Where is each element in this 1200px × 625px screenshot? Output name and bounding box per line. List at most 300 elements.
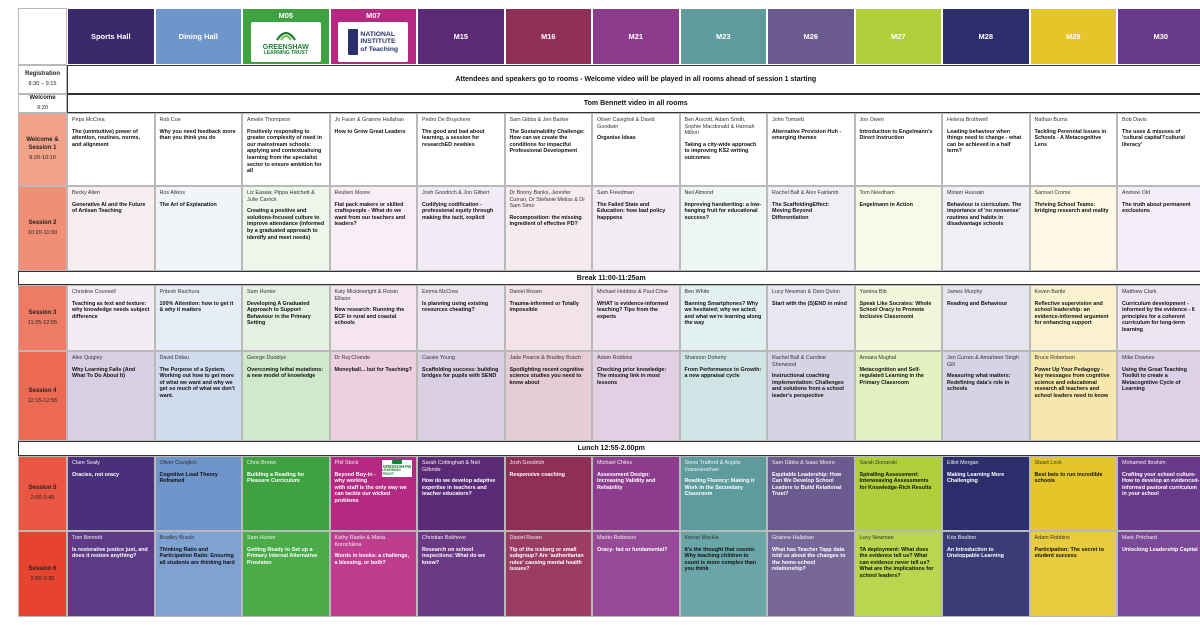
- lunch-banner: [18, 441, 1200, 456]
- session-title: Checking prior knowledge: The missing link in most lessons: [597, 366, 667, 386]
- session-cell[interactable]: [155, 285, 243, 351]
- session-cell[interactable]: [592, 351, 680, 441]
- session-title: Behaviour is curriculum. The importance of 'no nonsense' routines and habits in disadvantage schools: [947, 201, 1022, 228]
- logo-line: NATIONAL: [360, 31, 396, 39]
- session-speaker: James Murphy: [947, 289, 983, 295]
- session-speaker: Bradley Busch: [159, 535, 195, 541]
- session-cell[interactable]: [680, 531, 768, 617]
- session-cell[interactable]: [592, 113, 680, 186]
- room-header: [592, 8, 680, 65]
- room-header: [242, 8, 330, 65]
- session-cell[interactable]: [67, 351, 155, 441]
- greenshaw-badge: [382, 460, 412, 477]
- row-label-name: Welcome & Session 1: [26, 137, 59, 151]
- session-speaker: Chris Brown: [247, 460, 277, 466]
- room-name: M23: [715, 32, 731, 41]
- session-cell[interactable]: [680, 186, 768, 271]
- session-speaker: Kris Boulton: [947, 535, 977, 541]
- session-cell[interactable]: [417, 456, 505, 531]
- session-cell[interactable]: [1030, 351, 1118, 441]
- session-speaker: Samuel Crome: [1034, 190, 1071, 196]
- session-title: Organise Ideas: [597, 135, 636, 142]
- session-speaker: Lucy Newman: [859, 535, 894, 541]
- session-title: Cognitive Load Theory Reframed: [159, 471, 218, 485]
- session-title: Getting Ready to Set up a Primary Internal Alternative Provision: [247, 546, 318, 566]
- room-name: Dining Hall: [178, 32, 218, 41]
- session-title: Reflective supervision and school leadership: an evidence-informed argument for enhancing support: [1034, 300, 1109, 327]
- row-label-s1: [18, 113, 67, 186]
- session-title: The good and bad about learning, a session for researchED newbies: [422, 128, 485, 148]
- session-cell[interactable]: [767, 285, 855, 351]
- session-cell[interactable]: [330, 285, 418, 351]
- session-cell[interactable]: [1030, 285, 1118, 351]
- session-title: Equitable Leadership: How Can We Develop School Leaders to Build Relational Trust?: [772, 471, 842, 498]
- session-title: The ScaffoldingEffect: Moving Beyond Differentiation: [772, 201, 830, 221]
- session-cell[interactable]: [592, 456, 680, 531]
- row-label-welcome: [18, 94, 67, 113]
- session-speaker: Stuart Lock: [1034, 460, 1062, 466]
- session-speaker: Jon Owen: [859, 117, 884, 123]
- session-speaker: Dr Briony Banks, Jennifer Curran, Dr Stefanie Meliss & Dr Sam Sims: [509, 190, 585, 210]
- session-title: The Failed State and Education: how bad policy happpens: [597, 201, 666, 221]
- row-label-name: Welcome: [29, 95, 56, 102]
- room-name: M27: [890, 32, 906, 41]
- session-title: Generative AI and the Future of Artisan Teaching: [72, 201, 146, 215]
- session-title: Unlocking Leadership Capital: [1122, 546, 1198, 553]
- session-speaker: Peps McCrea: [72, 117, 105, 123]
- greenshaw-wordmark: [263, 28, 309, 57]
- banner-text: Tom Bennett video in all rooms: [583, 100, 688, 107]
- session-speaker: Helena Brothwell: [947, 117, 988, 123]
- session-speaker: Miriam Hussain: [947, 190, 985, 196]
- nit-wordmark: [348, 29, 398, 55]
- session-speaker: Adam Robbins: [597, 355, 633, 361]
- session-speaker: Pritesh Raichura: [159, 289, 200, 295]
- session-cell[interactable]: [417, 531, 505, 617]
- session-cell[interactable]: [1117, 186, 1200, 271]
- welcome-banner: [67, 94, 1200, 113]
- row-label-name: Session 3: [28, 309, 57, 316]
- room-name: M29: [1065, 32, 1081, 41]
- session-speaker: Dr Raj Chande: [334, 355, 371, 361]
- session-cell[interactable]: [67, 186, 155, 271]
- session-title: Tackling Perennial Issues in Schools - A Metacognitive Lens: [1034, 128, 1107, 148]
- session-title: How do we develop adaptive expertise in teachers and teacher educators?: [422, 478, 496, 498]
- session-speaker: Sarah Cottinghatt & Neil Gilbride: [422, 460, 480, 473]
- session-title: Recomposition: the missing ingredient of effective PD?: [509, 214, 582, 228]
- session-title: Is planning using existing resources cheating?: [422, 300, 489, 314]
- session-title: Is restorative justice just, and does it restore anything?: [72, 546, 148, 560]
- session-cell[interactable]: [767, 531, 855, 617]
- session-speaker: Cassie Young: [422, 355, 455, 361]
- session-cell[interactable]: [330, 531, 418, 617]
- row-label-time: 9:20-10:10: [29, 154, 56, 161]
- session-title: Codifying codification - professional equity through making the tacit, explicit: [422, 201, 494, 221]
- row-label-time: 11:25-12:05: [27, 319, 58, 326]
- session-cell[interactable]: [155, 456, 243, 531]
- row-label-time: 10:20-11:00: [27, 230, 58, 237]
- session-cell[interactable]: [942, 531, 1030, 617]
- session-title: Oracies, not oracy: [72, 471, 120, 478]
- session-cell[interactable]: [855, 113, 943, 186]
- row-label-s4: [18, 351, 67, 441]
- room-header: [505, 8, 593, 65]
- session-title: Scaffolding success: building bridges for pupils with SEND: [422, 366, 499, 380]
- session-speaker: Reuben Moore: [334, 190, 371, 196]
- session-speaker: Matthew Clark: [1122, 289, 1157, 295]
- session-cell[interactable]: [942, 351, 1030, 441]
- session-speaker: Christian Bokhove: [422, 535, 466, 541]
- session-cell[interactable]: [1030, 531, 1118, 617]
- session-title: Why you need feedback more than you think you do: [159, 128, 236, 142]
- row-label-s2: [18, 186, 67, 271]
- session-title: Crafting your school culture- How to develop an evidenced-informed pastoral curriculum in your school: [1122, 471, 1200, 498]
- session-cell[interactable]: [155, 186, 243, 271]
- session-speaker: Kieran Mackle: [684, 535, 719, 541]
- session-speaker: David Didau: [159, 355, 189, 361]
- session-title: Metacognition and Self-regulated Learning in the Primary Classroom: [859, 366, 924, 386]
- session-cell[interactable]: [942, 285, 1030, 351]
- session-speaker: Clare Sealy: [72, 460, 100, 466]
- row-label-s3: [18, 285, 67, 351]
- session-title: How to Grow Great Leaders: [334, 128, 406, 135]
- session-speaker: Mohamed Ibrahim: [1122, 460, 1166, 466]
- session-title: Instructional coaching implementation: Challenges and solutions from a school leader's perspective: [772, 373, 844, 399]
- session-title: The Sustainability Challenge: How can we create the conditions for impactful Professional Development: [509, 128, 585, 155]
- session-cell[interactable]: [417, 351, 505, 441]
- session-title: Responsive coaching: [509, 471, 565, 478]
- row-label-name: Session 6: [28, 565, 57, 572]
- session-speaker: Amelie Thompson: [247, 117, 291, 123]
- room-name: M15: [453, 32, 469, 41]
- session-speaker: Lucy Newman & Dani Quinn: [772, 289, 840, 295]
- room-code: M07: [365, 11, 381, 20]
- banner-text: Attendees and speakers go to rooms - Welcome video will be played in all rooms ahead of session 1 starting: [455, 76, 817, 83]
- session-cell[interactable]: [67, 531, 155, 617]
- logo-line: GREENSHAW: [262, 43, 309, 51]
- session-cell[interactable]: [942, 113, 1030, 186]
- nit-mark-icon: [348, 29, 358, 55]
- session-cell[interactable]: [1117, 351, 1200, 441]
- session-title: The (unintuitive) power of attention, routines, norms, and alignment: [72, 128, 140, 148]
- session-title: Engelmann in Action: [859, 201, 913, 208]
- session-cell[interactable]: [592, 531, 680, 617]
- session-speaker: Sam Gibbs & Jen Barker: [509, 117, 569, 123]
- session-speaker: Bruce Robertson: [1034, 355, 1075, 361]
- row-label-s6: [18, 531, 67, 617]
- session-cell[interactable]: [680, 456, 768, 531]
- session-cell[interactable]: [942, 456, 1030, 531]
- session-title: Leading behaviour when things need to change - what can be achieved in a half term?: [947, 128, 1022, 155]
- session-cell[interactable]: [767, 456, 855, 531]
- session-speaker: Rob Coe: [159, 117, 181, 123]
- room-header: [855, 8, 943, 65]
- break-banner: [18, 271, 1200, 285]
- session-title: The Purpose of a System. Working out how to get more of what we want and why we get so much of what we don't want.: [159, 366, 235, 399]
- room-name: M30: [1153, 32, 1169, 41]
- session-cell[interactable]: [680, 113, 768, 186]
- session-cell[interactable]: [330, 456, 418, 531]
- badge-line: LEARNING TRUST: [382, 468, 401, 477]
- session-speaker: Tom Bennett: [72, 535, 103, 541]
- session-title: From Performance to Growth: a new appraisal cycle: [684, 366, 762, 380]
- session-speaker: Oliver Caviglioli: [159, 460, 197, 466]
- session-title: Tip of the iceberg or small subgroup? Are 'authoritarian rules' causing mental health issues?: [509, 546, 584, 573]
- session-speaker: Michael Chiles: [597, 460, 633, 466]
- conference-timetable: [18, 8, 1200, 617]
- session-cell[interactable]: [505, 351, 593, 441]
- session-speaker: Grainne Hallahan: [772, 535, 814, 541]
- session-title: Developing A Graduated Approach to Support Behaviour in the Primary Setting: [247, 300, 311, 327]
- session-title: The uses & misuses of 'cultural capital'/'cultural literacy': [1122, 128, 1185, 148]
- session-speaker: Ros Atkins: [159, 190, 185, 196]
- session-title: New research: Running the ECF in rural and coastal schools: [334, 307, 405, 327]
- session-speaker: Michael Hobbiss & Paul Cline: [597, 289, 668, 295]
- session-cell[interactable]: [505, 531, 593, 617]
- session-title: The Art of Explanation: [159, 201, 217, 208]
- session-cell[interactable]: [242, 113, 330, 186]
- session-cell[interactable]: [855, 186, 943, 271]
- session-speaker: Katy Micklewright & Roisin Ellison: [334, 289, 399, 302]
- session-speaker: Oliver Caviglioli & David Goodwin: [597, 117, 655, 130]
- session-cell[interactable]: [155, 113, 243, 186]
- session-speaker: Keven Bartle: [1034, 289, 1066, 295]
- session-speaker: Tom Needham: [859, 190, 895, 196]
- session-speaker: Jo Facer & Grainne Hallahan: [334, 117, 405, 123]
- session-cell[interactable]: [505, 113, 593, 186]
- session-title: Measuring what matters: Redefining data's role in schools: [947, 373, 1011, 393]
- session-cell[interactable]: [592, 186, 680, 271]
- session-cell[interactable]: [855, 351, 943, 441]
- session-cell[interactable]: [592, 285, 680, 351]
- session-speaker: Josh Goodrich & Jon Gilbert: [422, 190, 490, 196]
- row-label-time: 12:15-12:55: [27, 397, 58, 404]
- session-speaker: Pedro De Bruyckere: [422, 117, 471, 123]
- session-cell[interactable]: [330, 186, 418, 271]
- session-speaker: Anoara Mughal: [859, 355, 897, 361]
- banner-text: Break 11:00-11:25am: [576, 274, 646, 282]
- session-cell[interactable]: [67, 456, 155, 531]
- session-cell[interactable]: [330, 113, 418, 186]
- session-title: Speak Like Socrates: Whole School Oracy to Promote Inclusive Classroomi: [859, 300, 932, 320]
- session-title: Thinking Ratio and Participation Ratio: Ensuring all students are thinking hard: [159, 546, 235, 566]
- session-speaker: Martin Robinson: [597, 535, 637, 541]
- session-speaker: John Tomsett: [772, 117, 804, 123]
- session-speaker: Ben White: [684, 289, 710, 295]
- banner-text: Lunch 12:55-2.00pm: [577, 445, 645, 452]
- session-title: Reading Fluency: Making it Work in the Secondary Classroom: [684, 478, 755, 498]
- room-header: [155, 8, 243, 65]
- nit-text: [360, 31, 398, 52]
- session-cell[interactable]: [767, 113, 855, 186]
- session-speaker: Rachel Ball & Caroline Sherwood: [772, 355, 826, 368]
- room-header: [330, 8, 418, 65]
- session-cell[interactable]: [855, 531, 943, 617]
- session-title: Spiralling Assessment: Interweaving Assessments for Knowledge-Rich Results: [859, 471, 932, 491]
- session-speaker: Steve Trafford & Anjalie Vairavanathan: [684, 460, 741, 473]
- session-title: Building a Reading for Pleasure Curriculum: [247, 471, 305, 485]
- session-speaker: Daniel Rosen: [509, 535, 542, 541]
- room-header: [67, 8, 155, 65]
- session-cell[interactable]: [680, 351, 768, 441]
- row-label-name: Registration: [24, 71, 60, 78]
- room-name: M16: [540, 32, 556, 41]
- session-speaker: Andrew Old: [1122, 190, 1151, 196]
- session-speaker: Sam Hunter: [247, 535, 276, 541]
- greenshaw-mark-icon: [275, 28, 297, 42]
- session-speaker: Emma McCrea: [422, 289, 458, 295]
- room-header: [680, 8, 768, 65]
- session-title: Using the Great Teaching Toolkit to create a Metacognitive Cycle of Learning: [1122, 366, 1187, 393]
- corner-cell: [18, 8, 67, 65]
- session-speaker: Mike Downes: [1122, 355, 1155, 361]
- session-speaker: Ben Arscott, Adam Smith, Sophie Macdonald & Hannah Milton: [684, 117, 755, 137]
- registration-banner: [67, 65, 1200, 94]
- session-title: Power Up Your Pedagogy - key messages from cognitive science and educational research all teachers and school leaders need to know: [1034, 366, 1110, 399]
- session-speaker: George Duoblys: [247, 355, 286, 361]
- session-speaker: Sam Freedman: [597, 190, 635, 196]
- session-cell[interactable]: [942, 186, 1030, 271]
- greenshaw-logo: [251, 22, 321, 62]
- session-title: Oracy- fad or fundamental?: [597, 546, 668, 553]
- room-header: [942, 8, 1030, 65]
- room-name: M28: [978, 32, 994, 41]
- session-title: Moneyball... but for Teaching?: [334, 366, 412, 373]
- session-title: Taking a city-wide approach to improving KS2 writing outcomes: [684, 141, 757, 161]
- session-title: Why Learning Fails (And What To Do About It): [72, 366, 136, 380]
- session-speaker: Phil Stock: [334, 460, 359, 466]
- room-name: M21: [628, 32, 644, 41]
- session-cell[interactable]: [1030, 186, 1118, 271]
- session-speaker: Yamina Bib: [859, 289, 887, 295]
- session-speaker: Sam Gibbs & Isaac Moore: [772, 460, 835, 466]
- session-speaker: Sam Hunter: [247, 289, 276, 295]
- session-cell[interactable]: [155, 351, 243, 441]
- room-header: [1030, 8, 1118, 65]
- session-cell[interactable]: [767, 186, 855, 271]
- session-cell[interactable]: [242, 456, 330, 531]
- logo-line: LEARNING TRUST: [263, 50, 308, 57]
- session-title: Best bets to run incredible schools: [1034, 471, 1103, 485]
- session-speaker: Neil Almond: [684, 190, 714, 196]
- row-label-time: 2:50-3:30: [30, 575, 55, 582]
- session-speaker: Mark Pritchard: [1122, 535, 1158, 541]
- session-title: Beyond Buy-in - why working with staff is the only way we can tackle our wicked problems: [334, 471, 407, 504]
- session-title: Banning Smartphones? Why we hesitated; why we acted; and what we're learning along the way: [684, 300, 762, 327]
- row-label-name: Session 4: [28, 387, 57, 394]
- session-speaker: Becky Allen: [72, 190, 100, 196]
- session-title: Flat pack makers or skilled craftspeople - What do we want from our teachers and leaders?: [334, 201, 406, 228]
- room-code: M05: [278, 11, 294, 20]
- room-name: M26: [803, 32, 819, 41]
- session-speaker: Rachel Ball & Alex Fairlamb: [772, 190, 839, 196]
- session-title: TA deployment: What does the evidence tell us? What can evidence never tell us? What are the implications for school leaders?: [859, 546, 934, 579]
- session-speaker: Daniel Rosen: [509, 289, 542, 295]
- session-title: Creating a positive and solutions-focused culture to improve attendance (informed by a graduated approach to identify and meet needs): [247, 208, 325, 241]
- session-title: Curriculum development - informed by the evidence - 6 principles for a coherent curriculum for long-term learning: [1122, 300, 1195, 333]
- session-speaker: Josh Goodrich: [509, 460, 545, 466]
- row-label-time: 2:00-2:40: [30, 495, 55, 502]
- session-speaker: Elliot Morgan: [947, 460, 979, 466]
- session-title: Reading and Behaviour: [947, 300, 1008, 307]
- session-cell[interactable]: [1117, 285, 1200, 351]
- session-speaker: Sarah Donarski: [859, 460, 897, 466]
- session-cell[interactable]: [242, 531, 330, 617]
- row-label-time: 9:20: [37, 105, 48, 112]
- session-cell[interactable]: [855, 285, 943, 351]
- session-title: What has Teacher Tapp data told us about the changes to the home-school relationship?: [772, 546, 846, 573]
- session-title: Overcoming lethal mutations: a new model of knowledge: [247, 366, 324, 380]
- session-title: Research on school inspections: What do we know?: [422, 546, 486, 566]
- session-cell[interactable]: [767, 351, 855, 441]
- room-header: [1117, 8, 1200, 65]
- session-title: Thriving School Teams: bridging research and reality: [1034, 201, 1109, 215]
- session-cell[interactable]: [242, 285, 330, 351]
- session-cell[interactable]: [67, 285, 155, 351]
- session-title: WHAT is evidence-informed teaching? Tips from the experts: [597, 300, 669, 320]
- session-cell[interactable]: [1030, 113, 1118, 186]
- session-cell[interactable]: [1117, 456, 1200, 531]
- session-cell[interactable]: [417, 113, 505, 186]
- session-title: Spotlighting recent cognitive science studies you need to know about: [509, 366, 584, 386]
- session-title: 100% Attention: how to get it & why it matters: [159, 300, 234, 314]
- session-speaker: Jade Pearce & Bradley Busch: [509, 355, 582, 361]
- session-cell[interactable]: [505, 186, 593, 271]
- session-title: Assessment Design: Increasing Validity and Reliability: [597, 471, 656, 491]
- session-title: Start with the (S)END in mind: [772, 300, 847, 307]
- session-cell[interactable]: [242, 186, 330, 271]
- session-cell[interactable]: [330, 351, 418, 441]
- session-cell[interactable]: [505, 456, 593, 531]
- session-cell[interactable]: [242, 351, 330, 441]
- session-cell[interactable]: [1117, 531, 1200, 617]
- session-title: Participation: The secret to student success: [1034, 546, 1104, 560]
- session-cell[interactable]: [417, 186, 505, 271]
- session-cell[interactable]: [417, 285, 505, 351]
- session-speaker: Christine Counsell: [72, 289, 116, 295]
- session-title: Teaching as text and texture: why knowledge needs subject difference: [72, 300, 150, 320]
- row-label-registration: [18, 65, 67, 94]
- session-title: An Introduction to Unstoppable Learning: [947, 546, 1004, 560]
- session-speaker: Alex Quigley: [72, 355, 103, 361]
- session-title: Making Learning More Challenging: [947, 471, 1005, 485]
- session-cell[interactable]: [505, 285, 593, 351]
- row-label-s5: [18, 456, 67, 531]
- session-cell[interactable]: [1117, 113, 1200, 186]
- session-cell[interactable]: [1030, 456, 1118, 531]
- session-cell[interactable]: [855, 456, 943, 531]
- session-title: Positively responding to greater complexity of need in our mainstream schools: applying and contextualising learning from the specialist sector to ensure ambition for all: [247, 128, 322, 175]
- session-title: The truth about permanent exclusions: [1122, 201, 1191, 215]
- room-name: Sports Hall: [90, 32, 131, 41]
- row-label-name: Session 5: [28, 485, 57, 492]
- nit-logo: [338, 22, 408, 62]
- session-speaker: Nathan Burns: [1034, 117, 1068, 123]
- session-title: It's the thought that counts: Why teaching children to count is more complex than you think: [684, 546, 757, 573]
- session-cell[interactable]: [680, 285, 768, 351]
- session-cell[interactable]: [155, 531, 243, 617]
- row-label-name: Session 2: [28, 220, 57, 227]
- row-label-time: 8:30 – 9:15: [28, 81, 57, 88]
- session-title: Words in books: a challenge, a blessing, or both?: [334, 553, 409, 566]
- session-title: Alternative Provision Huh - emerging themes: [772, 128, 842, 142]
- session-speaker: Liz Easaw, Pippa Hatchett & Julie Carrick: [247, 190, 315, 203]
- logo-line: of Teaching: [360, 45, 399, 53]
- session-title: Introduction to Engelmann's Direct Instruction: [859, 128, 933, 142]
- room-header: [417, 8, 505, 65]
- session-speaker: Adam Robbins: [1034, 535, 1070, 541]
- session-cell[interactable]: [67, 113, 155, 186]
